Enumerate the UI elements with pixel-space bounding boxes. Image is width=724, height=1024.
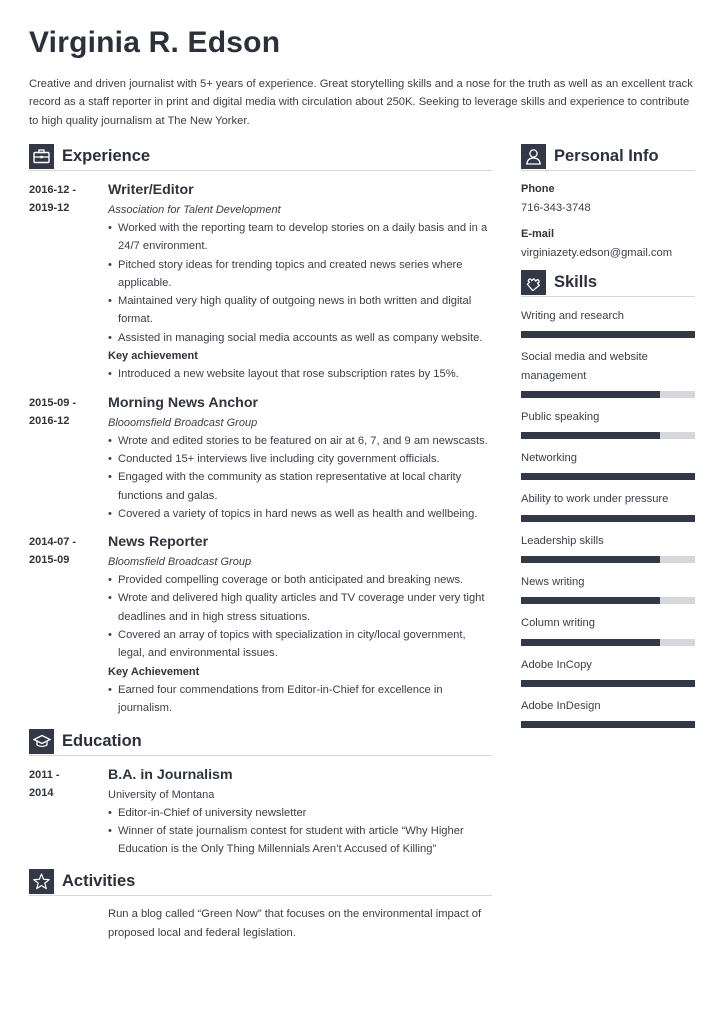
- responsibility-list: [108, 432, 492, 523]
- skill-level-bar: [521, 515, 695, 522]
- bullet-item: • Wrote and edited stories to be featured on air at 6, 7, and 9 am newscasts.: [108, 432, 492, 450]
- skill-item: [521, 408, 695, 439]
- skill-level-bar: [521, 639, 695, 646]
- achievement-list: [108, 365, 492, 383]
- activities-text: Run a blog called “Green Now” that focuses on the environmental impact of proposed local and federal legislation.: [108, 908, 482, 939]
- skill-level-fill: [521, 597, 660, 604]
- skill-name: Social media and website management: [521, 351, 648, 382]
- bullet-item: • Earned four commendations from Editor-in-Chief for excellence in journalism.: [108, 681, 492, 718]
- school: University of Montana: [108, 788, 215, 801]
- skill-item: [521, 449, 695, 480]
- skill-item: [521, 307, 695, 338]
- achievement-list: [108, 681, 492, 718]
- bullet-item: • Engaged with the community as station representative at local charity functions and galas.: [108, 468, 492, 505]
- bullet-item: • Maintained very high quality of outgoing news in both written and digital format.: [108, 292, 492, 329]
- responsibility-list: [108, 219, 492, 347]
- skill-name: News writing: [521, 576, 585, 589]
- phone-block: [521, 181, 695, 216]
- education-list: [29, 766, 492, 859]
- skill-item: [521, 656, 695, 687]
- left-column: [29, 143, 492, 942]
- star-icon: [29, 869, 54, 894]
- activities-heading: [29, 868, 492, 896]
- degree: B.A. in Journalism: [108, 766, 233, 783]
- candidate-name: Virginia R. Edson: [29, 26, 281, 59]
- skill-name: Writing and research: [521, 310, 625, 322]
- key-achievement-label: Key Achievement: [108, 665, 200, 678]
- education-heading: [29, 728, 492, 756]
- skill-level-fill: [521, 639, 660, 646]
- skill-level-bar: [521, 391, 695, 398]
- skill-level-fill: [521, 391, 660, 398]
- skill-level-fill: [521, 515, 695, 522]
- skill-name: Adobe InCopy: [521, 658, 592, 671]
- summary: Creative and driven journalist with 5+ years of experience. Great storytelling skills and a nose for the truth as well as an excellent track record as a staff reporter in print and digital media with circulation about 250K. Seeking to leverage skills and experience to contribute to high quality journalism at The New Yorker.: [29, 78, 693, 127]
- phone-label: Phone: [521, 183, 555, 195]
- education-bullets: [108, 804, 492, 859]
- personal-info-title: Personal Info: [554, 147, 659, 165]
- skill-level-fill: [521, 331, 695, 338]
- experience-entry: [29, 181, 492, 384]
- puzzle-icon: [521, 270, 546, 295]
- skills-list: [521, 307, 695, 728]
- skill-level-bar: [521, 597, 695, 604]
- employer: Blooomsfield Broadcast Group: [108, 416, 258, 429]
- skill-level-fill: [521, 721, 695, 728]
- job-title: Morning News Anchor: [108, 394, 259, 411]
- bullet-item: • Assisted in managing social media accounts as well as company website.: [108, 329, 492, 347]
- bullet-item: • Covered a variety of topics in hard news as well as health and wellbeing.: [108, 505, 492, 523]
- activities-title: Activities: [62, 872, 136, 891]
- right-column: [521, 143, 695, 728]
- bullet-item: • Pitched story ideas for trending topics and created news series where applicable.: [108, 256, 492, 293]
- entry-body: [108, 533, 492, 717]
- skill-name: Public speaking: [521, 410, 600, 423]
- responsibility-list: [108, 571, 492, 662]
- key-achievement-label: Key achievement: [108, 350, 198, 363]
- entry-dates: 2016-12 - 2019-12: [29, 184, 77, 215]
- skill-item: [521, 697, 695, 728]
- entry-dates: 2015-09 - 2016-12: [29, 396, 77, 427]
- skill-name: Ability to work under pressure: [521, 493, 669, 506]
- person-icon: [521, 144, 546, 169]
- skill-name: Adobe InDesign: [521, 699, 601, 712]
- skill-level-bar: [521, 721, 695, 728]
- employer: Bloomsfield Broadcast Group: [108, 556, 252, 569]
- skill-item: [521, 614, 695, 645]
- email-label: E-mail: [521, 228, 555, 240]
- email-block: [521, 226, 695, 261]
- skill-level-bar: [521, 331, 695, 338]
- bullet-item: • Editor-in-Chief of university newsletter: [108, 804, 492, 822]
- skill-level-bar: [521, 680, 695, 687]
- bullet-item: • Conducted 15+ interviews live including city government officials.: [108, 450, 492, 468]
- skill-name: Leadership skills: [521, 534, 604, 547]
- personal-info-heading: [521, 143, 695, 171]
- briefcase-icon: [29, 144, 54, 169]
- entry-dates: 2011 - 2014: [29, 768, 60, 799]
- skill-level-bar: [521, 556, 695, 563]
- bullet-item: • Introduced a new website layout that rose subscription rates by 15%.: [108, 365, 492, 383]
- skill-name: Column writing: [521, 617, 595, 630]
- experience-entry: [29, 394, 492, 523]
- education-entry: [29, 766, 492, 859]
- skill-level-bar: [521, 473, 695, 480]
- skill-name: Networking: [521, 452, 577, 465]
- skill-level-fill: [521, 680, 695, 687]
- bullet-item: • Winner of state journalism contest for student with article “Why Higher Education is the Only Thing Millennials Aren’t Accused of Killing”: [108, 822, 492, 859]
- skill-item: [521, 573, 695, 604]
- experience-heading: [29, 143, 492, 171]
- job-title: News Reporter: [108, 534, 209, 551]
- job-title: Writer/Editor: [108, 182, 194, 198]
- skill-item: [521, 348, 695, 398]
- phone-value: 716-343-3748: [521, 202, 591, 214]
- experience-title: Experience: [62, 147, 151, 165]
- experience-list: [29, 181, 492, 718]
- bullet-item: • Covered an array of topics with specialization in city/local government, legal, and environmental issues.: [108, 626, 492, 663]
- entry-dates: 2014-07 - 2015-09: [29, 536, 77, 567]
- entry-body: [108, 181, 492, 384]
- bullet-item: • Provided compelling coverage or both anticipated and breaking news.: [108, 571, 492, 589]
- skill-item: [521, 532, 695, 563]
- experience-entry: [29, 533, 492, 717]
- email-value: virginiazety.edson@gmail.com: [521, 247, 673, 259]
- education-title: Education: [62, 731, 142, 750]
- skill-level-fill: [521, 432, 660, 439]
- skill-level-bar: [521, 432, 695, 439]
- entry-body: [108, 766, 492, 859]
- skill-item: [521, 490, 695, 521]
- skills-title: Skills: [554, 273, 598, 291]
- graduation-cap-icon: [29, 729, 54, 754]
- bullet-item: • Worked with the reporting team to develop stories on a daily basis and in a 24/7 environment.: [108, 219, 492, 256]
- bullet-item: • Wrote and delivered high quality articles and TV coverage under very tight deadlines and in high stress situations.: [108, 589, 492, 626]
- employer: Association for Talent Development: [108, 204, 281, 216]
- skill-level-fill: [521, 556, 660, 563]
- skill-level-fill: [521, 473, 695, 480]
- skills-heading: [521, 269, 695, 297]
- entry-body: [108, 394, 492, 523]
